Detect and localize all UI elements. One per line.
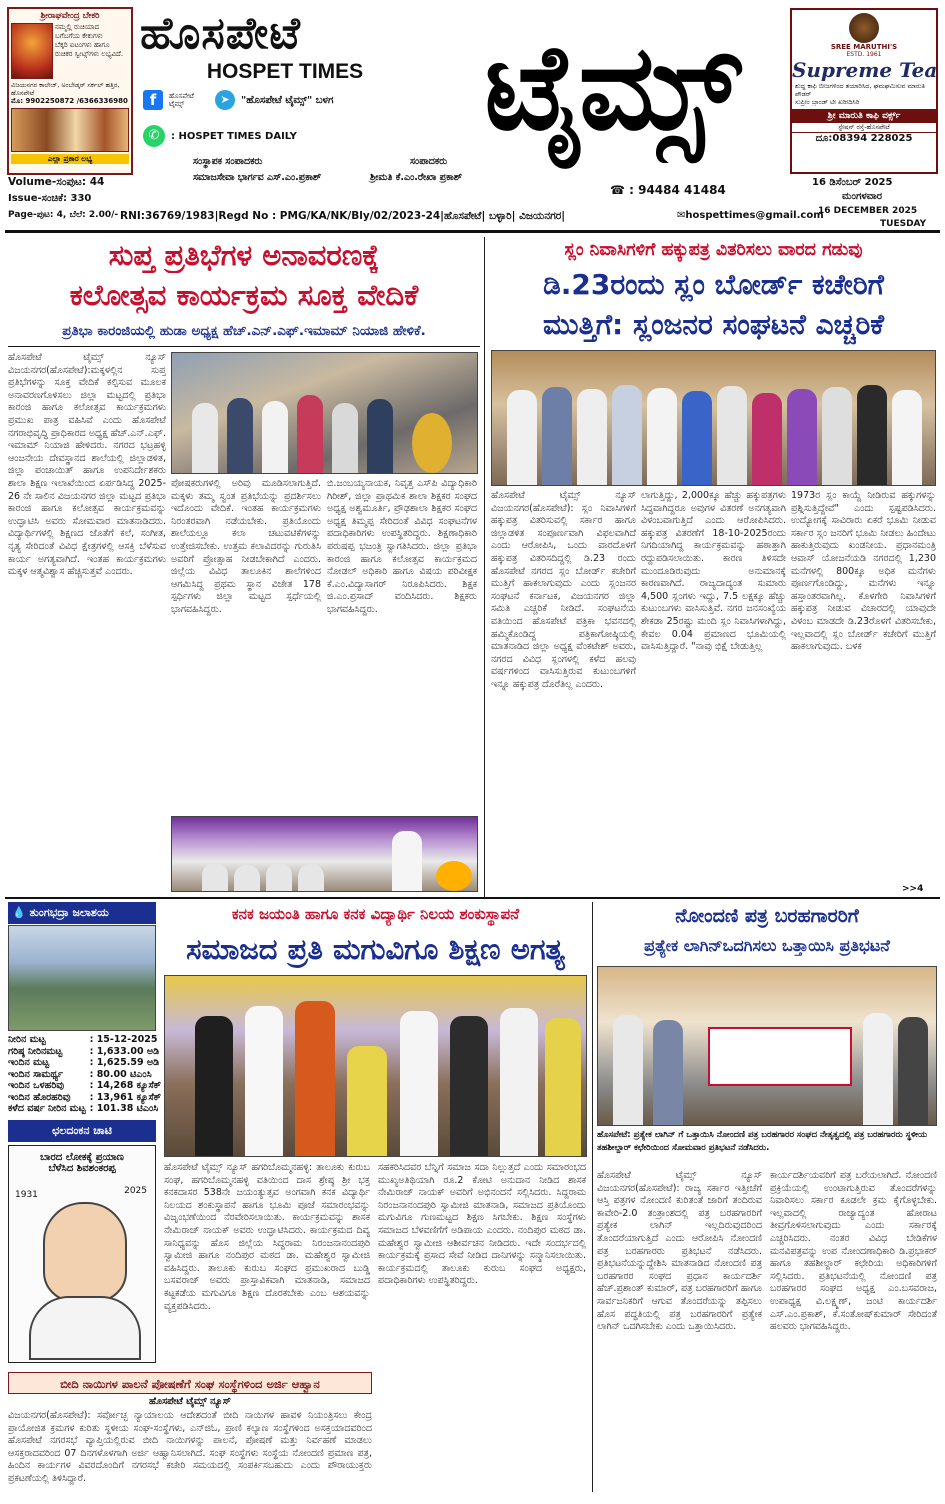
editor-label: ಸಂಪಾದಕರು — [410, 156, 448, 167]
dam-title: ತುಂಗಭದ್ರಾ ಜಲಾಶಯ — [29, 906, 109, 919]
story4-headline-line1: ನೋಂದಣಿ ಪತ್ರ ಬರಹಗಾರರಿಗೆ — [675, 905, 859, 927]
dam-table — [6, 1034, 163, 1115]
dam-row-label: ಗರಿಷ್ಠ ನೀರಿನಮಟ್ಟ — [8, 1045, 63, 1057]
tea-ad-estd: ESTD. 1961 — [846, 51, 882, 58]
whatsapp-icon[interactable]: ✆ — [143, 125, 165, 147]
email-address[interactable]: hospettimes@gmail.com — [685, 210, 824, 221]
bakery-ad-line3: ಬೆಕ್ಕರಿ ಐಟಂಗಳು ಹಾಗೂ — [55, 41, 110, 49]
telegram-icon[interactable]: ➤ — [215, 90, 235, 110]
cartoon-caption2: ಬೆಳೆಸಿದ ಶಿವಶಂಕರಪ್ಪ — [48, 1163, 116, 1174]
story1-column2-top: ಪೋಷಕರುಗಳಲ್ಲಿ ಅರಿವು ಮೂಡಿಸಲಾಗುತ್ತಿದೆ. ಮಕ್ಕಳು ತಮ್ಮ ಸ್ವಂತ ಪ್ರತಿಭೆಯನ್ನು ಪ್ರದರ್ಶಿಸಲು ಇದೊಂದು ವೇದಿಕೆ. ಇಂತಹ ಕಾರ್ಯಕ್ರಮಗಳು ನಿರಂತರವಾಗಿ ನಡೆಯಬೇಕು. ಪ್ರತಿಯೊಂದು ಶಾಲೆಯಲ್ಲೂ ಕಲಾ ಚಟುವಟಿಕೆಗಳನ್ನು ಉತ್ತೇಜಿಸಬೇಕು. ಉತ್ತಮ ಕಲಾವಿದರನ್ನು ಗುರುತಿಸಿ ಅವರಿಗೆ ಪ್ರೋತ್ಸಾಹ ನೀಡಬೇಕಾಗಿದೆ ಎಂದರು. ಜಿಲ್ಲೆಯ ವಿವಿಧ ತಾಲೂಕಿನ ಶಾಲೆಗಳಿಂದ ಆಗಮಿಸಿದ್ದ ಪ್ರಥಮ ಸ್ಥಾನ ವಿಜೇತ 178 ಸ್ಪರ್ಧಿಗಳು ಜಿಲ್ಲಾ ಮಟ್ಟದ ಸ್ಪರ್ಧೆಯಲ್ಲಿ ಭಾಗವಹಿಸಿದ್ದರು. — [171, 478, 321, 615]
dam-row — [6, 1046, 163, 1058]
story4-photo-protest — [597, 966, 937, 1126]
bakery-ad-note: ಎಲ್ಲಾ ಪ್ರಕಾರ ಲಭ್ಯ — [11, 154, 129, 164]
story1-subhead-rule — [8, 346, 480, 347]
masthead-kannada-name: ಹೊಸಪೇಟೆ — [140, 8, 301, 59]
dam-row — [6, 1057, 163, 1069]
tea-ad-address: ಸ್ಟೇಷನ್ ರಸ್ತೆ-ಹೊಸಪೇಟೆ — [838, 123, 890, 131]
story2-column2: ಲಾಗುತ್ತಿದ್ದು, 2,000ಕ್ಕೂ ಹೆಚ್ಚು ಹಕ್ಕುಪತ್ರಗಳು ಸಿದ್ಧವಾಗಿದ್ದರೂ ಅವುಗಳ ವಿತರಣೆ ಅನಗತ್ಯವಾಗಿ ವಿಳಂಬವಾಗುತ್ತಿದೆ ಎಂದು ಆರೋಪಿಸಿದರು. ಹಕ್ಕುಪತ್ರ ವಿತರಣೆಗೆ 18-10-2025ರಂದು ನಿಗದಿಯಾಗಿದ್ದ ಕಾರ್ಯಕ್ರಮವನ್ನು ಹಠಾತ್ತಾಗಿ ರದ್ದುಪಡಿಸಲಾಯಿತು. ಕಾರಣ ತಿಳಿಸದೇ ಮುಂದೂಡಿರುವುದು ಅನುಮಾನಕ್ಕೆ ಕಾರಣವಾಗಿದೆ. ರಾಜ್ಯದಾದ್ಯಂತ ಸುಮಾರು 4,500 ಸ್ಲಂಗಳು ಇದ್ದು, 7.5 ಲಕ್ಷಕ್ಕೂ ಹೆಚ್ಚು ಕುಟುಂಬಗಳು ವಾಸಿಸುತ್ತಿವೆ. ನಗರ ಜನಸಂಖ್ಯೆಯ ಶೇಕಡಾ 25ರಷ್ಟು ಮಂದಿ ಸ್ಲಂ ನಿವಾಸಿಗಳಾಗಿದ್ದು, ಕೇವಲ 0.04 ಪ್ರಮಾಣದ ಭೂಮಿಯಲ್ಲಿ ವಾಸಿಸುತ್ತಿದ್ದಾರೆ. "ನಾವು ಭಿಕ್ಷೆ ಬೇಡುತ್ತಿಲ್ಲ — [641, 490, 786, 653]
facebook-label: ಹೊಸಪೇಟೆ ಟೈಮ್ಸ್ — [169, 92, 194, 108]
dam-row-value: : 13,961 ಕ್ಯೂಸೆಕ್ — [89, 1091, 162, 1103]
dam-row — [6, 1034, 163, 1046]
column-divider-1 — [484, 237, 485, 897]
masthead-rule — [5, 230, 940, 233]
bakery-ad-line4: ರುಚಿಕರ ಸ್ವೀಟ್ಸ್‌ಗಳು ಲಭ್ಯವಿದೆ. — [55, 50, 124, 58]
masthead-english-name: HOSPET TIMES — [206, 60, 364, 83]
cartoon-portrait — [43, 1202, 127, 1302]
tea-ad-line1: ಶುದ್ಧ ಕಾಫಿ ಬೀಜಗಳಿಂದ ತಯಾರಿಸಿದ, ಘಮಘಮಿಸುವ ಮಾರುತಿ ಪೌಡರ್ — [795, 82, 925, 98]
dam-row-value: : 14,268 ಕ್ಯೂಸೆಕ್ — [89, 1080, 162, 1091]
cake-image — [11, 108, 129, 152]
volume: Volume-ಸಂಪುಟ: 44 — [8, 176, 105, 188]
dam-row-value: : 1,633.00 ಅಡಿ — [89, 1045, 160, 1057]
bakery-ad-line2: ಬಗೆಬಗೆಯ ಕೇಕುಗಳು — [55, 32, 103, 40]
telegram-label: "ಹೊಸಪೇಟೆ ಟೈಮ್ಸ್" ಬಳಗ — [241, 94, 334, 106]
story5-byline: ಹೊಸಪೇಟೆ ಟೈಮ್ಸ್ ನ್ಯೂಸ್ — [149, 1396, 231, 1407]
cartoon-panel — [8, 1145, 156, 1363]
publisher-label: ಸಂಸ್ಥಾಪಕ ಸಂಪಾದಕರು — [193, 156, 263, 167]
issue: Issue-ಸಂಚಿಕೆ: 330 — [8, 193, 92, 204]
dam-row-label: ಕಳೆದ ವರ್ಷ ನೀರಿನ ಮಟ್ಟ — [8, 1103, 86, 1114]
story3-kicker: ಕನಕ ಜಯಂತಿ ಹಾಗೂ ಕನಕ ವಿದ್ಯಾರ್ಥಿ ನಿಲಯ ಶಂಕುಸ್ಥಾಪನೆ — [231, 905, 520, 923]
deity-image — [11, 23, 53, 79]
story2-column3: 1973ರ ಸ್ಲಂ ಕಾಯ್ದೆ ನೀಡಿರುವ ಹಕ್ಕುಗಳನ್ನು ಪ್ರಶ್ನಿಸುತ್ತಿದ್ದೇವೆ" ಎಂದು ಸ್ಪಷ್ಟಪಡಿಸಿದರು. ಉದ್ಯೋಗಕ್ಕೆ ಸಾವಿರಾರು ಏಕರೆ ಭೂಮಿ ನೀಡುವ ಸರ್ಕಾರ ಸ್ಲಂ ಜನರಿಗೆ ಭೂಮಿ ನೀಡಲು ಹಿಂದೇಟು ಹಾಕುತ್ತಿರುವುದು ಖಂಡನೀಯ. ಪ್ರಧಾನಮಂತ್ರಿ ಆವಾಸ್ ಯೋಜನೆಯಡಿ ನಗರದಲ್ಲಿ 1,230 ಮನೆಗಳಲ್ಲಿ 800ಕ್ಕೂ ಅಧಿಕ ಮನೆಗಳು ಪೂರ್ಣಗೊಂಡಿದ್ದು, ಮನೆಗಳು ಇನ್ನೂ ಹಸ್ತಾಂತರವಾಗಿಲ್ಲ. ಕೊಳಗೇರಿ ನಿವಾಸಿಗಳಿಗೆ ಹಕ್ಕುಪತ್ರ ನೀಡುವ ವಿಚಾರದಲ್ಲಿ ಯಾವುದೇ ವಿಳಂಬ ಮಾಡದೇ ಡಿ.23ರೊಳಗೆ ವಿತರಿಸಬೇಕು, ಇಲ್ಲವಾದಲ್ಲಿ ಸ್ಲಂ ಬೋರ್ಡ್ ಕಚೇರಿಗೆ ಮುತ್ತಿಗೆ ಹಾಕಲಾಗುವುದು. ಬಳಕ — [791, 490, 936, 653]
dam-row-label: ಇಂದಿನ ಒಳಹರಿವು — [8, 1080, 64, 1091]
date-english: 16 DECEMBER 2025 — [818, 206, 918, 216]
story2-column1: ಹೊಸಪೇಟೆ ಟೈಮ್ಸ್ ನ್ಯೂಸ್ ವಿಜಯನಗರ(ಹೊಸಪೇಟೆ): ಸ್ಲಂ ನಿವಾಸಿಗಳಿಗೆ ಹಕ್ಕುಪತ್ರ ವಿತರಿಸುವಲ್ಲಿ ಸರ್ಕಾರ ಹಾಗೂ ಜಿಲ್ಲಾಡಳಿತ ಸಂಪೂರ್ಣವಾಗಿ ವಿಫಲವಾಗಿದೆ ಎಂದು ಆರೋಪಿಸಿ, ಒಂದು ವಾರದೊಳಗೆ ಹಕ್ಕುಪತ್ರ ವಿತರಿಸದಿದ್ದಲ್ಲಿ ಡಿ.23 ರಂದು ಹೊಸಪೇಟೆ ನಗರದ ಸ್ಲಂ ಬೋರ್ಡ್ ಕಚೇರಿಗೆ ಮುತ್ತಿಗೆ ಹಾಕಲಾಗುವುದು ಎಂದು ಸ್ಲಂಜನರ ಸಂಘಟನೆ ಕರ್ನಾಟಕ, ವಿಜಯನಗರ ಜಿಲ್ಲಾ ಸಮಿತಿ ಎಚ್ಚರಿಕೆ ನೀಡಿದೆ. ಸಂಘಟನೆಯ ವತಿಯಿಂದ ಹೊಸಪೇಟೆ ಪತ್ರಿಕಾ ಭವನದಲ್ಲಿ ಹಮ್ಮಿಕೊಂಡಿದ್ದ ಪತ್ರಿಕಾಗೋಷ್ಠಿಯಲ್ಲಿ ಮಾತನಾಡಿದ ಜಿಲ್ಲಾ ಅಧ್ಯಕ್ಷ ವೆಂಕಟೇಶ್ ಅವರು, ನಗರದ ವಿವಿಧ ಸ್ಲಂಗಳಲ್ಲಿ ಕಳೆದ ಹಲವು ವರ್ಷಗಳಿಂದ ವಾಸಿಸುತ್ತಿರುವ ಕುಟುಂಬಗಳಿಗೆ ಇನ್ನೂ ಹಕ್ಕುಪತ್ರ ದೊರೆತಿಲ್ಲ ಎಂದರು. — [491, 490, 636, 690]
tea-ad-line2: ಸುಪ್ರೀಂ ಬ್ರಾಂಡ್ ಟೀ ಖರೀದಿಸಿರಿ — [795, 98, 860, 106]
story1-headline-line2: ಕಲೋತ್ಸವ ಕಾರ್ಯಕ್ರಮ ಸೂಕ್ತ ವೇದಿಕೆ — [69, 278, 419, 312]
tea-ad-phone: ದೂ:08394 228025 — [792, 132, 936, 144]
pages-price: Page-ಪುಟ: 4, ಬೆಲೆ: 2.00/- — [8, 210, 119, 220]
bakery-ad-phone: ಮೊ: 9902250872 /6366336980 — [11, 97, 128, 105]
whatsapp-row[interactable] — [143, 124, 443, 148]
day-english: TUESDAY — [880, 219, 927, 229]
dam-row-value: : 80.00 ಟಿಎಂಸಿ — [89, 1068, 152, 1080]
dam-photo — [8, 925, 156, 1031]
dam-row — [6, 1069, 163, 1081]
section-rule — [5, 897, 940, 899]
story2-headline-line1: ಡಿ.23ರಂದು ಸ್ಲಂ ಬೋರ್ಡ್ ಕಚೇರಿಗೆ — [543, 268, 884, 301]
bakery-ad-line1: ನಮ್ಮಲ್ಲಿ ರುಚಿಯಾದ — [55, 23, 100, 31]
story5-text: ವಿಜಯನಗರ(ಹೊಸಪೇಟೆ): ಸರ್ವೋಚ್ಛ ನ್ಯಾಯಾಲಯ ಆದೇಶದಂತೆ ಬೀದಿ ನಾಯಿಗಳ ಹಾವಳಿ ನಿಯಂತ್ರಿಸಲು ಕೇಂದ್ರ ಪ್ರಾಯೋಜಿತ ಕ್ರಮಗಳ ಕುರಿತು ಸ್ಥಳೀಯ ಸಂಘ-ಸಂಸ್ಥೆಗಳು, ಎನ್‌ಜಿಓ, ಪ್ರಾಣಿ ಕಲ್ಯಾಣ ಸಂಸ್ಥೆಗಳಿಂದ ಅಸಕ್ತಯಾದವರಿಂದ ಹೊಸಪೇಟೆ ನಗರಸಭೆ ವ್ಯಾಪ್ತಿಯಲ್ಲಿರುವ ಬೀದಿ ನಾಯಿಗಳನ್ನು ಪಾಲನೆ, ಪೋಷಣೆ ಮತ್ತು ನಿರ್ವಹಣೆ ಮಾಡಲು ಆಸಕ್ತರಾದವರಿಂದ 07 ದಿನಗಳೊಳಗಾಗಿ ಅರ್ಜಿ ಆಹ್ವಾನಿಸಲಾಗಿದೆ. ಸಂಘ ಸಂಸ್ಥೆಗಳು ಸಂಸ್ಥೆಯ ನೋಂದಣಿ ಪ್ರಮಾಣ ಪತ್ರ, ಹಿಂದಿನ ಕಾರ್ಯಗಳ ವಿವರದೊಂದಿಗೆ ನಗರಸಭೆ ಕಚೇರಿ ಸಮಯದಲ್ಲಿ ಸಂಪರ್ಕಿಸಬಹುದು ಎಂದು ಪೌರಾಯುಕ್ತರು ಪ್ರಕಟಣೆಯಲ್ಲಿ ತಿಳಿಸಿದ್ದಾರೆ. — [8, 1410, 372, 1484]
bakery-ad-address: ವಿಜಯನಗರ ಕಾಲೇಜ್, ಅಂಬೇಡ್ಕರ್ ಸರ್ಕಲ್ ಹತ್ತಿರ, ಹೊಸಪೇಟೆ — [11, 81, 120, 97]
cartoon-title-bar — [8, 1120, 156, 1142]
story1-headline-line1: ಸುಪ್ತ ಪ್ರತಿಭೆಗಳ ಅನಾವರಣಕ್ಕೆ — [108, 238, 380, 272]
water-drop-icon: 💧 — [12, 906, 26, 919]
dam-row-value: : 1,625.59 ಅಡಿ — [89, 1057, 160, 1068]
dam-row — [6, 1092, 163, 1104]
publisher-name: ಸಮಾಜಸೇವಾ ಭಾರ್ಗವ ಎಸ್.ಎಂ.ಪ್ರಕಾಶ್ — [193, 172, 322, 183]
dam-title-bar — [8, 902, 156, 924]
cartoon-year-end: 2025 — [124, 1186, 147, 1196]
dam-row — [6, 1080, 163, 1092]
facebook-row[interactable] — [143, 88, 443, 112]
story2-photo-group — [491, 350, 936, 486]
dam-row-value: : 15-12-2025 — [89, 1034, 158, 1045]
cartoon-shoulders — [29, 1296, 141, 1360]
story3-headline: ಸಮಾಜದ ಪ್ರತಿ ಮಗುವಿಗೂ ಶಿಕ್ಷಣ ಅಗತ್ಯ — [186, 932, 565, 966]
protest-banner — [708, 1027, 852, 1086]
story4-photo-caption: ಹೊಸಪೇಟೆ: ಪ್ರತ್ಯೇಕ ಲಾಗಿನ್ ಗೆ ಒತ್ತಾಯಿಸಿ ನೋಂದಣಿ ಪತ್ರ ಬರಹಗಾರರ ಸಂಘದ ನೇತೃತ್ವದಲ್ಲಿ ಪತ್ರ ಬರಹಗಾರರು ಸ್ಥಳೀಯ ತಹಶೀಲ್ದಾರ್ ಕಛೇರಿಯಿಂದ ಸೋಮವಾರ ಪ್ರತಿಭಟನೆ ನಡೆಸಿದರು. — [597, 1130, 928, 1153]
story4-headline-line2: ಪ್ರತ್ಯೇಕ ಲಾಗಿನ್‌ಒದಗಿಸಲು ಒತ್ತಾಯಿಸಿ ಪ್ರತಿಭಟನೆ — [644, 936, 890, 955]
story3-photo-ceremony — [164, 975, 587, 1157]
story4-column2: ಕಾರ್ಯದರ್ಶಿಯವರಿಗೆ ಪತ್ರ ಬರೆಯಲಾಗಿದೆ. ನೋಂದಣಿ ಪ್ರಕ್ರಿಯೆಯಲ್ಲಿ ಉಂಟಾಗುತ್ತಿರುವ ತೊಂದರೆಗಳನ್ನು ನಿವಾರಿಸಲು ಸರ್ಕಾರ ಕೂಡಲೇ ಕ್ರಮ ಕೈಗೊಳ್ಳಬೇಕು. ಇಲ್ಲವಾದಲ್ಲಿ ರಾಜ್ಯಾದ್ಯಂತ ಹೋರಾಟ ತೀವ್ರಗೊಳಿಸಲಾಗುವುದು ಎಂದು ಸರ್ಕಾರಕ್ಕೆ ಎಚ್ಚರಿಸಿದರು. ನಂತರ ವಿವಿಧ ಬೇಡಿಕೆಗಳ ಮನವಿಪತ್ರವನ್ನು ಉಪ ನೋಂದಣಾಧಿಕಾರಿ ಡಿ.ಪ್ರಭಾಕರ್ ಹಾಗೂ ತಹಶೀಲ್ದಾರ್ ಕಛೇರಿಯ ಅಧಿಕಾರಿಗಳಿಗೆ ಸಲ್ಲಿಸಿದರು. ಪ್ರತಿಭಟನೆಯಲ್ಲಿ ನೋಂದಣಿ ಪತ್ರ ಬರಹಗಾರರ ಸಂಘದ ಅಧ್ಯಕ್ಷ ಎಂ.ಬಸವರಾಜ, ಉಪಾಧ್ಯಕ್ಷ ವಿ.ಲಕ್ಷ್ಮಣ್, ಜಂಟಿ ಕಾರ್ಯದರ್ಶಿ ಎಸ್.ಎಂ.ಪ್ರಕಾಶ್, ಕೆ.ಸಂತೋಷ್‌ಕುಮಾರ್ ಸೇರಿದಂತೆ ಹಲವರು ಭಾಗವಹಿಸಿದ್ದರು. — [770, 1170, 937, 1333]
story1-photo-ceremony — [171, 352, 478, 474]
story1-column1: ಹೊಸಪೇಟೆ ಟೈಮ್ಸ್ ನ್ಯೂಸ್ ವಿಜಯನಗರ(ಹೊಸಪೇಟೆ):ಮಕ್ಕಳಲ್ಲಿನ ಸುಪ್ತ ಪ್ರತಿಭೆಗಳನ್ನು ಸೂಕ್ತ ವೇದಿಕೆ ಕಲ್ಪಿಸುವ ಮೂಲಕ ಅನಾವರಣಗೊಳಿಸಲು ಜಿಲ್ಲಾ ಮಟ್ಟದಲ್ಲಿ ಪ್ರತಿಭಾ ಕಾರಂಜಿ ಹಾಗೂ ಕಲೋತ್ಸವ ಕಾರ್ಯಕ್ರಮಗಳು ಪ್ರಮುಖ ಪಾತ್ರ ವಹಿಸಿವೆ ಎಂದು ಹೊಸಪೇಟೆ ನಗರಾಭಿವೃದ್ಧಿ ಪ್ರಾಧಿಕಾರದ ಅಧ್ಯಕ್ಷ ಹೆಚ್.ಎನ್.ಎಫ್. ಇಮಾಮ್ ನಿಯಾಜಿ ಹೇಳಿದರು. ನಗರದ ಭಟ್ರಹಳ್ಳಿ ಆಂಜನೇಯ ದೇವಸ್ಥಾನದ ಶಾಲೆಯಲ್ಲಿ ಜಿಲ್ಲಾಡಳಿತ, ಜಿಲ್ಲಾ ಪಂಚಾಯಿತ್ ಹಾಗೂ ಉಪನಿರ್ದೇಶಕರು ಶಾಲಾ ಶಿಕ್ಷಣ ಇಲಾಖೆಯಿಂದ ಏರ್ಪಡಿಸಿದ್ದ 2025-26 ನೇ ಸಾಲಿನ ವಿಜಯನಗರ ಜಿಲ್ಲಾ ಮಟ್ಟದ ಪ್ರತಿಭಾ ಕಾರಂಜಿ ಹಾಗೂ ಕಲೋತ್ಸವ ಕಾರ್ಯಕ್ರಮವನ್ನು ಉದ್ಘಾಟಿಸಿ ಅವರು ಸೋಮವಾರ ಮಾತನಾಡಿದರು. ವಿದ್ಯಾರ್ಥಿಗಳಲ್ಲಿ ಶಿಕ್ಷಣದ ಜೊತೆಗೆ ಕಲೆ, ಸಂಗೀತ, ನೃತ್ಯ ಸೇರಿದಂತೆ ವಿವಿಧ ಕ್ಷೇತ್ರಗಳಲ್ಲಿ ಆಸಕ್ತಿ ಬೆಳೆಸುವ ಕಾರ್ಯ ಅಗತ್ಯವಾಗಿದೆ. ಇಂತಹ ಕಾರ್ಯಕ್ರಮಗಳು ಮಕ್ಕಳ ಆತ್ಮವಿಶ್ವಾಸ ಹೆಚ್ಚಿಸುತ್ತವೆ ಎಂದರು. — [8, 352, 166, 578]
cartoon-title: ಛಲದಂಕನ ಚಾಟಿ — [52, 1124, 112, 1137]
dam-row-label: ಇಂದಿನ ಹೊರಹರಿವು — [8, 1091, 71, 1103]
facebook-icon[interactable]: f — [143, 90, 163, 110]
story2-kicker: ಸ್ಲಂ ನಿವಾಸಿಗಳಿಗೆ ಹಕ್ಕುಪತ್ರ ವಿತರಿಸಲು ವಾರದ ಗಡುವು — [564, 240, 863, 260]
dam-row-label: ಇಂದಿನ ಸಾಮರ್ಥ್ಯ — [8, 1068, 63, 1080]
story1-subhead: ಪ್ರತಿಭಾ ಕಾರಂಜಿಯಲ್ಲಿ ಹುಡಾ ಅಧ್ಯಕ್ಷ ಹೆಚ್.ಎನ್.ಎಫ್.ಇಮಾಮ್ ನಿಯಾಜಿ ಹೇಳಿಕೆ. — [62, 323, 426, 339]
date-kannada: 16 ಡಿಸೆಂಬರ್ 2025 — [812, 177, 893, 188]
bakery-ad-title: ಶ್ರೀರಾಘವೇಂದ್ರ ಬೇಕರಿ — [40, 11, 100, 21]
day-kannada: ಮಂಗಳವಾರ — [842, 191, 883, 202]
dam-row — [6, 1103, 163, 1115]
email-row[interactable] — [677, 210, 824, 221]
dam-row-value: : 101.38 ಟಿಎಂಸಿ — [89, 1103, 159, 1114]
tea-ad-brand: SREE MARUTHI'S — [830, 43, 898, 51]
cartoon-year-start: 1931 — [15, 1190, 38, 1200]
story3-column2: ಸಹಕರಿಸಿದವರ ಬೆನ್ನಿಗೆ ಸಮಾಜ ಸದಾ ನಿಲ್ಲುತ್ತದೆ ಎಂದು ಸಮಾರಂಭದ ಮುಖ್ಯಅತಿಥಿಯಾಗಿ ರೂ.2 ಕೋಟಿ ಅನುದಾನ ನೀಡಿದ ಶಾಸಕ ನೇಮಿರಾಜ್ ನಾಯಕ್ ಅವರಿಗೆ ಅಭಿನಂದನೆ ಸಲ್ಲಿಸಿದರು. ಸಿದ್ದರಾಮ ನಿರಂಜನಾನಂದಪುರಿ ಸ್ವಾಮೀಜಿ ಮಾತನಾಡಿ, ಸಮಾಜದ ಪ್ರತಿಯೊಂದು ಮಗುವಿಗೂ ಗುಣಮಟ್ಟದ ಶಿಕ್ಷಣ ಸಿಗಬೇಕು. ಶಿಕ್ಷಣ ಸಂಸ್ಥೆಗಳು ಸಮಾಜದ ಬೆಳವಣಿಗೆಗೆ ಅಡಿಪಾಯ ಎಂದರು. ನಂದಿಪುರ ಮಠದ ಡಾ. ಮಹೇಶ್ವರ ಸ್ವಾಮೀಜಿ ಆಶೀರ್ವಚನ ನೀಡಿದರು. ಇದೇ ಸಂದರ್ಭದಲ್ಲಿ ಕಾರ್ಯಕ್ರಮಕ್ಕೆ ಪ್ರಸಾದ ಸೇವೆ ನೀಡಿದ ದಾನಿಗಳನ್ನು ಸನ್ಮಾನಿಸಲಾಯಿತು. ಕಾರ್ಯಕ್ರಮದಲ್ಲಿ ತಾಲೂಕು ಕುರುಬ ಸಂಘದ ಅಧ್ಯಕ್ಷರು, ಪದಾಧಿಕಾರಿಗಳು ಉಪಸ್ಥಿತರಿದ್ದರು. — [378, 1162, 586, 1287]
registration-line: RNI:36769/1983|Regd No : PMG/KA/NK/Bly/02/2023-24|ಹೊಸಪೇಟೆ| ಬಳ್ಳಾರಿ| ವಿಜಯನಗರ| — [120, 210, 566, 222]
editor-name: ಶ್ರೀಮತಿ ಕೆ.ಎಂ.ರೇಖಾ ಪ್ರಕಾಶ್ — [370, 172, 463, 183]
story4-column1: ಹೊಸಪೇಟೆ ಟೈಮ್ಸ್ ನ್ಯೂಸ್ ವಿಜಯನಗರ(ಹೊಸಪೇಟೆ): ರಾಜ್ಯ ಸರ್ಕಾರ ಇತ್ತೀಚೆಗೆ ಆಸ್ತಿ ಪತ್ರಗಳ ನೋಂದಣಿ ಕುರಿತಂತೆ ಜಾರಿಗೆ ತಂದಿರುವ ಕಾವೇರಿ-2.0 ತಂತ್ರಾಂಶದಲ್ಲಿ ಪತ್ರ ಬರಹಗಾರರಿಗೆ ಪ್ರತ್ಯೇಕ ಲಾಗಿನ್ ಇಲ್ಲದಿರುವುದರಿಂದ ತೊಂದರೆಯಾಗುತ್ತಿದೆ ಎಂದು ಆರೋಪಿಸಿ ನೋಂದಣಿ ಪತ್ರ ಬರಹಗಾರರು ಪ್ರತಿಭಟನೆ ನಡೆಸಿದರು. ಪ್ರತಿಭಟನೆಯನ್ನುದ್ದೇಶಿಸಿ ಮಾತನಾಡಿದ ನೋಂದಣಿ ಪತ್ರ ಬರಹಗಾರರ ಸಂಘದ ಪ್ರಧಾನ ಕಾರ್ಯದರ್ಶಿ ಹೆಚ್.ಪ್ರಶಾಂತ್ ಕುಮಾರ್, ಪತ್ರ ಬರಹಗಾರರಿಗೆ ಹಾಗೂ ಸಾರ್ವಜನಿಕರಿಗೆ ಆಗುವ ತೊಂದರೆಯನ್ನು ತಪ್ಪಿಸಲು ಹೊಸ ಪದ್ಧತಿಯಲ್ಲಿ ಪತ್ರ ಬರಹಗಾರರಿಗೆ ಪ್ರತ್ಯೇಕ ಲಾಗಿನ್ ಒದಗಿಸಬೇಕು ಎಂದು ಒತ್ತಾಯಿಸಿದರು. — [597, 1170, 762, 1333]
story1-column3-top: ಬಿ.ಜಂಬಯ್ಯನಾಯಕ, ನಿವೃತ್ತ ಎಸ್‌ಪಿ ವಿದ್ಯಾಧಿಕಾರಿ ಗಿರೀಶ್, ಜಿಲ್ಲಾ ಪ್ರಾಥಮಿಕ ಶಾಲಾ ಶಿಕ್ಷಕರ ಸಂಘದ ಅಧ್ಯಕ್ಷ ಅಶ್ವಮೂರ್ತಿ, ಪ್ರೌಢಶಾಲಾ ಶಿಕ್ಷಕರ ಸಂಘದ ಅಧ್ಯಕ್ಷ ತಿಮ್ಮಪ್ಪ ಸೇರಿದಂತೆ ವಿವಿಧ ಸಂಘಟನೆಗಳ ಪದಾಧಿಕಾರಿಗಳು ಉಪಸ್ಥಿತರಿದ್ದರು. ಶಿಕ್ಷಣಾಧಿಕಾರಿ ಪರುಷಪ್ಪ ಭಜಂತ್ರಿ ಸ್ವಾಗತಿಸಿದರು. ಜಿಲ್ಲಾ ಪ್ರತಿಭಾ ಕಾರಂಜಿ ಹಾಗೂ ಕಲೋತ್ಸವ ಕಾರ್ಯಕ್ರಮದ ನೋಡಲ್ ಅಧಿಕಾರಿ ಹಾಗೂ ವಿಷಯ ಪರಿವೀಕ್ಷಕ ಕೆ.ಎಂ.ವಿದ್ಯಾಸಾಗರ್ ನಿರೂಪಿಸಿದರು. ಶಿಕ್ಷಕ ಜಿ.ಎಂ.ಪ್ರಸಾದ್ ವಂದಿಸಿದರು. ಶಿಕ್ಷಕರು ಭಾಗವಹಿಸಿದ್ದರು. — [327, 478, 477, 615]
mail-icon: ✉ — [677, 210, 686, 221]
story3-column1: ಹೊಸಪೇಟೆ ಟೈಮ್ಸ್ ನ್ಯೂಸ್ ಹಗರಿಬೊಮ್ಮನಹಳ್ಳಿ: ತಾಲೂಕು ಕುರುಬ ಸಂಘ, ಹಗರಿಬೊಮ್ಮನಹಳ್ಳಿ ವತಿಯಿಂದ ದಾಸ ಶ್ರೇಷ್ಠ ಶ್ರೀ ಭಕ್ತ ಕನಕದಾಸರ 538ನೇ ಜಯಂತ್ಯುತ್ಸವ ಅಂಗವಾಗಿ ಕನಕ ವಿದ್ಯಾರ್ಥಿ ನಿಲಯದ ಶಂಕುಸ್ಥಾಪನೆ ಹಾಗೂ ಭೂಮಿ ಪೂಜೆ ಸಮಾರಂಭವನ್ನು ವಿಜೃಂಭಣೆಯಿಂದ ನೆರವೇರಿಸಲಾಯಿತು. ಕಾರ್ಯಕ್ರಮವನ್ನು ಶಾಸಕ ನೇಮಿರಾಜ್ ನಾಯಕ್ ಅವರು ಉದ್ಘಾಟಿಸಿದರು. ಕಾರ್ಯಕ್ರಮದ ದಿವ್ಯ ಸಾನಿಧ್ಯವನ್ನು ಹೊಸ ಜಿಲ್ಲೆಯ ಸಿದ್ದರಾಮ ನಿರಂಜನಾನಂದಪುರಿ ಸ್ವಾಮೀಜಿ ಹಾಗೂ ನಂದಿಪುರ ಮಠದ ಡಾ. ಮಹೇಶ್ವರ ಸ್ವಾಮೀಜಿ ವಹಿಸಿದ್ದರು. ತಾಲೂಕು ಕುರುಬ ಸಂಘದ ಪ್ರಮುಖರಾದ ಬುಡ್ಡಿ ಬಸವರಾಜ್ ಅವರು ಪ್ರಾಸ್ತಾವಿಕವಾಗಿ ಮಾತನಾಡಿ, ಸಮಾಜದ ಕಟ್ಟಕಡೆಯ ಮಗುವಿಗೂ ಶಿಕ್ಷಣ ದೊರಕಬೇಕು ಎಂಬ ಆಶಯವನ್ನು ವ್ಯಕ್ತಪಡಿಸಿದರು. — [164, 1162, 370, 1312]
phone-number[interactable]: ☎ : 94484 41484 — [610, 183, 726, 197]
tea-ad-title: Supreme Tea — [792, 58, 938, 82]
story2-headline-line2: ಮುತ್ತಿಗೆ: ಸ್ಲಂಜನರ ಸಂಘಟನೆ ಎಚ್ಚರಿಕೆ — [543, 308, 884, 341]
story5-headline: ಬೀದಿ ನಾಯಿಗಳ ಪಾಲನೆ ಪೋಷಣೆಗೆ ಸಂಘ ಸಂಸ್ಥೆಗಳಿಂದ ಅರ್ಜಿ ಆಹ್ವಾನ — [8, 1372, 372, 1394]
tea-cup-icon — [849, 13, 879, 43]
story1-photo-stage — [171, 816, 478, 892]
dam-row-label: ನೀರಿನ ಮಟ್ಟ — [8, 1034, 46, 1045]
whatsapp-label: : HOSPET TIMES DAILY — [171, 130, 297, 142]
column-divider-2 — [592, 902, 593, 1492]
tea-ad-shop: ಶ್ರೀ ಮಾರುತಿ ಕಾಫಿ ವರ್ಕ್ಸ್ — [792, 109, 936, 123]
masthead-big-name: ಟೈಮ್ಸ್ — [484, 17, 741, 156]
cartoon-caption1: ಬಾರದ ಲೋಕಕ್ಕೆ ಪ್ರಯಾಣ — [40, 1152, 124, 1163]
story2-continued-marker[interactable]: >>4 — [902, 884, 924, 894]
left-bakery-ad[interactable] — [7, 7, 133, 175]
dam-row-label: ಇಂದಿನ ಮಟ್ಟ — [8, 1057, 50, 1068]
right-tea-ad[interactable] — [790, 8, 938, 174]
